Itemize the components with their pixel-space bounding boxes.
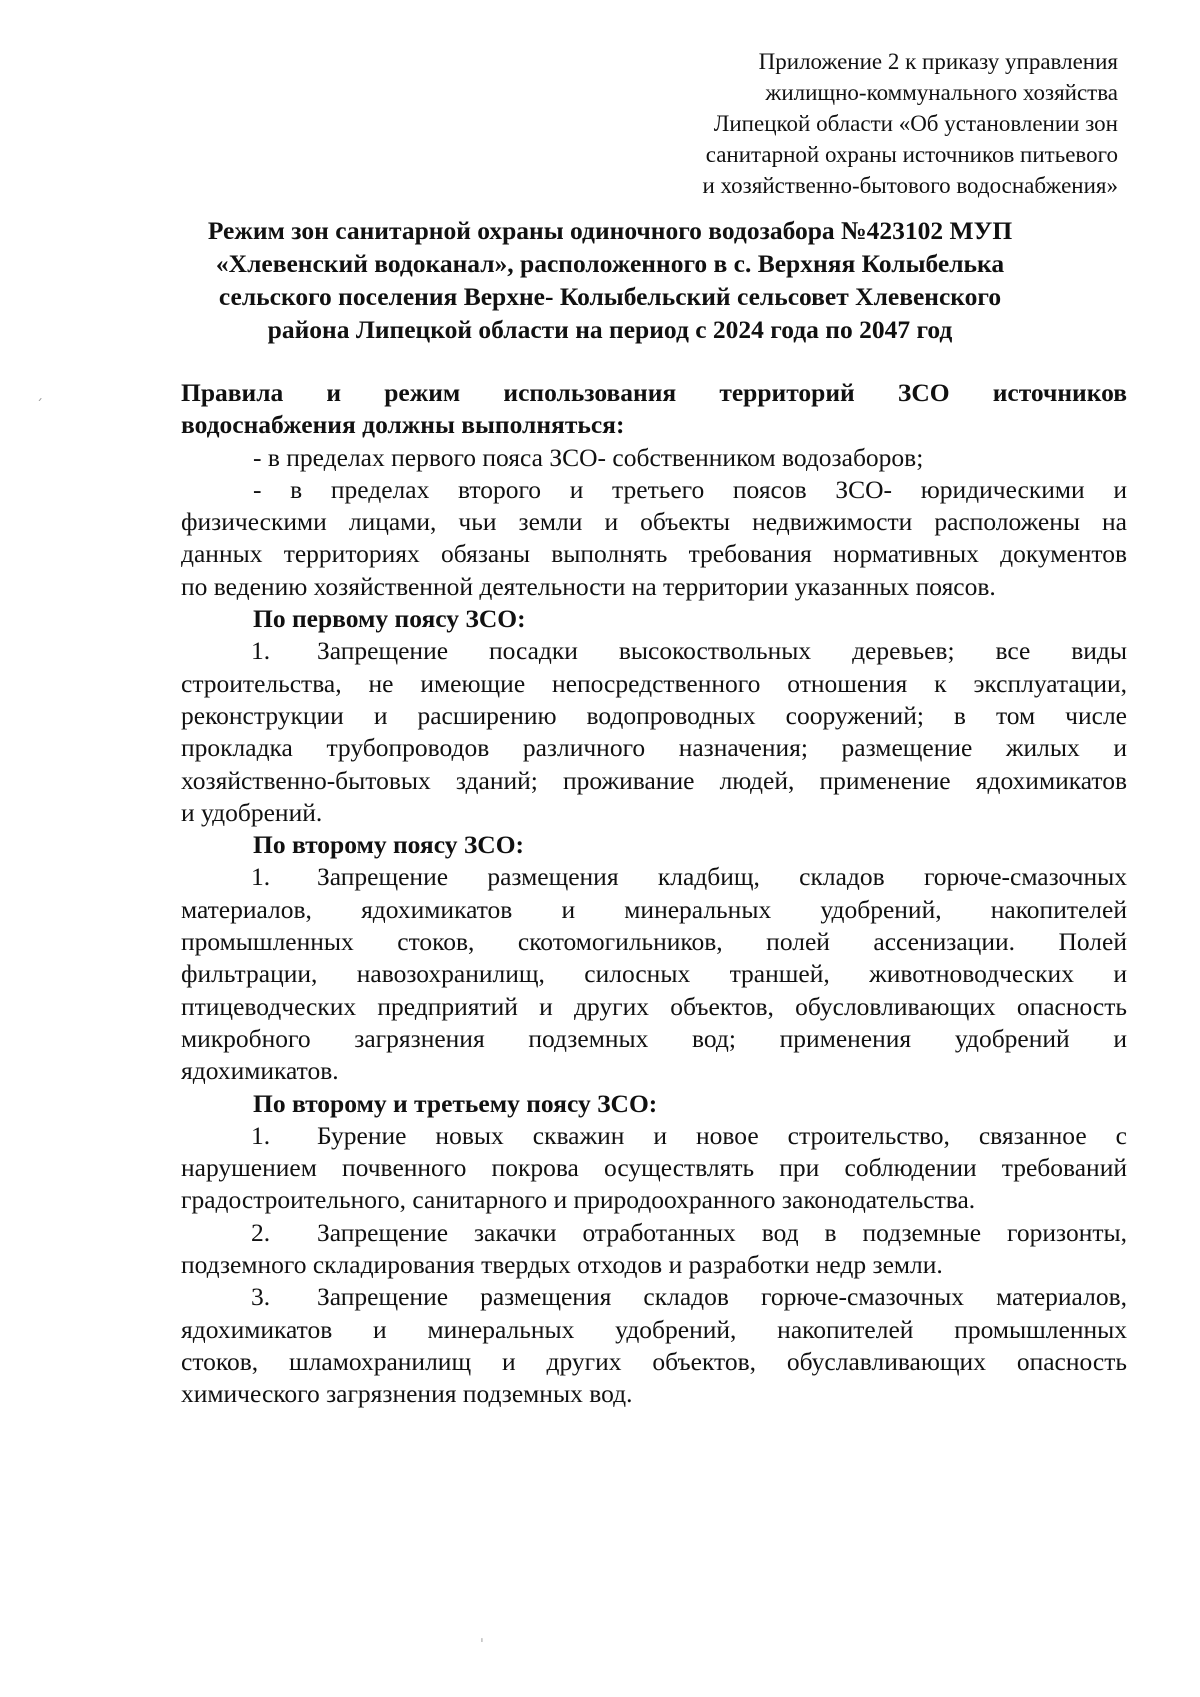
list-item-line: подземного складирования твердых отходов и разработки недр земли.	[181, 1250, 943, 1280]
item-text: Бурение новых скважин и новое строительство, связанное с	[317, 1120, 1127, 1150]
list-item-first-line	[181, 1281, 1127, 1313]
intro-item-line: по ведению хозяйственной деятельности на территории указанных поясов.	[181, 571, 996, 601]
document-title	[170, 214, 1050, 346]
list-item-line: ядохимикатов.	[181, 1056, 339, 1086]
item-number: 1.	[251, 862, 271, 892]
title-line: района Липецкой области на период с 2024 года по 2047 год	[267, 315, 953, 344]
list-item-line: нарушением почвенного покрова осуществлять при соблюдении требований	[181, 1153, 1127, 1183]
list-item-first-line	[181, 635, 1127, 667]
list-item-line: прокладка трубопроводов различного назначения; размещение жилых и	[181, 733, 1127, 763]
list-item-line: строительства, не имеющие непосредственного отношения к эксплуатации,	[181, 668, 1127, 698]
list-item-line: стоков, шламохранилищ и других объектов, обуславливающих опасность	[181, 1346, 1127, 1376]
zone23-section	[181, 1088, 1127, 1411]
section-heading: По второму и третьему поясу ЗСО:	[253, 1088, 658, 1118]
list-item-first-line	[181, 1217, 1127, 1249]
list-item-line: материалов, ядохимикатов и минеральных удобрений, накопителей	[181, 894, 1127, 924]
item-text: Запрещение посадки высокоствольных деревьев; все виды	[317, 636, 1127, 666]
scan-speck-mark: ˊ	[36, 398, 43, 414]
item-number: 3.	[251, 1282, 271, 1312]
appendix-reference	[600, 46, 1118, 201]
title-line: «Хлевенский водоканал», расположенного в с. Верхняя Колыбелька	[215, 249, 1005, 278]
list-item-line: птицеводческих предприятий и других объектов, обусловливающих опасность	[181, 991, 1127, 1021]
list-item-line: химического загрязнения подземных вод.	[181, 1379, 633, 1409]
list-item-line: промышленных стоков, скотомогильников, полей ассенизации. Полей	[181, 927, 1127, 957]
intro-item-line: - в пределах второго и третьего поясов ЗСО- юридическими и	[253, 474, 1127, 504]
appendix-line: санитарной охраны источников питьевого	[705, 142, 1118, 167]
list-item-line: и удобрений.	[181, 797, 323, 827]
appendix-line: жилищно-коммунального хозяйства	[765, 80, 1118, 105]
title-line: сельского поселения Верхне- Колыбельский сельсовет Хлевенского	[218, 282, 1002, 311]
list-item-line: ядохимикатов и минеральных удобрений, накопителей промышленных	[181, 1314, 1127, 1344]
scan-speck-mark: ˌ	[480, 1628, 484, 1644]
item-number: 2.	[251, 1217, 271, 1247]
appendix-line: Приложение 2 к приказу управления	[758, 49, 1118, 74]
list-item-line: микробного загрязнения подземных вод; применения удобрений и	[181, 1023, 1127, 1053]
item-number: 1.	[251, 636, 271, 666]
item-number: 1.	[251, 1120, 271, 1150]
item-text: Запрещение размещения кладбищ, складов горюче-смазочных	[317, 862, 1127, 892]
zone1-section	[181, 603, 1127, 829]
zone2-section	[181, 829, 1127, 1087]
intro-section	[181, 377, 1127, 603]
intro-heading-line: водоснабжения должны выполняться:	[181, 410, 625, 440]
section-heading: По второму поясу ЗСО:	[253, 830, 525, 860]
intro-item-line: физическими лицами, чьи земли и объекты недвижимости расположены на	[181, 507, 1127, 537]
appendix-line: и хозяйственно-бытового водоснабжения»	[702, 173, 1118, 198]
document-body	[181, 377, 1127, 1411]
title-line: Режим зон санитарной охраны одиночного водозабора №423102 МУП	[207, 216, 1013, 245]
intro-item-line: данных территориях обязаны выполнять требования нормативных документов	[181, 539, 1127, 569]
list-item-first-line	[181, 861, 1127, 893]
item-text: Запрещение размещения складов горюче-смазочных материалов,	[317, 1282, 1127, 1312]
list-item-line: фильтрации, навозохранилищ, силосных траншей, животноводческих и	[181, 959, 1127, 989]
list-item-first-line	[181, 1120, 1127, 1152]
list-item-line: реконструкции и расширению водопроводных сооружений; в том числе	[181, 700, 1127, 730]
list-item-line: градостроительного, санитарного и природоохранного законодательства.	[181, 1185, 976, 1215]
intro-heading-line: Правила и режим использования территорий ЗСО источников	[181, 378, 1127, 407]
appendix-line: Липецкой области «Об установлении зон	[713, 111, 1118, 136]
item-text: Запрещение закачки отработанных вод в подземные горизонты,	[317, 1217, 1127, 1247]
list-item-line: хозяйственно-бытовых зданий; проживание людей, применение ядохимикатов	[181, 765, 1127, 795]
intro-item: - в пределах первого пояса ЗСО- собственником водозаборов;	[253, 442, 924, 472]
section-heading: По первому поясу ЗСО:	[253, 604, 526, 634]
